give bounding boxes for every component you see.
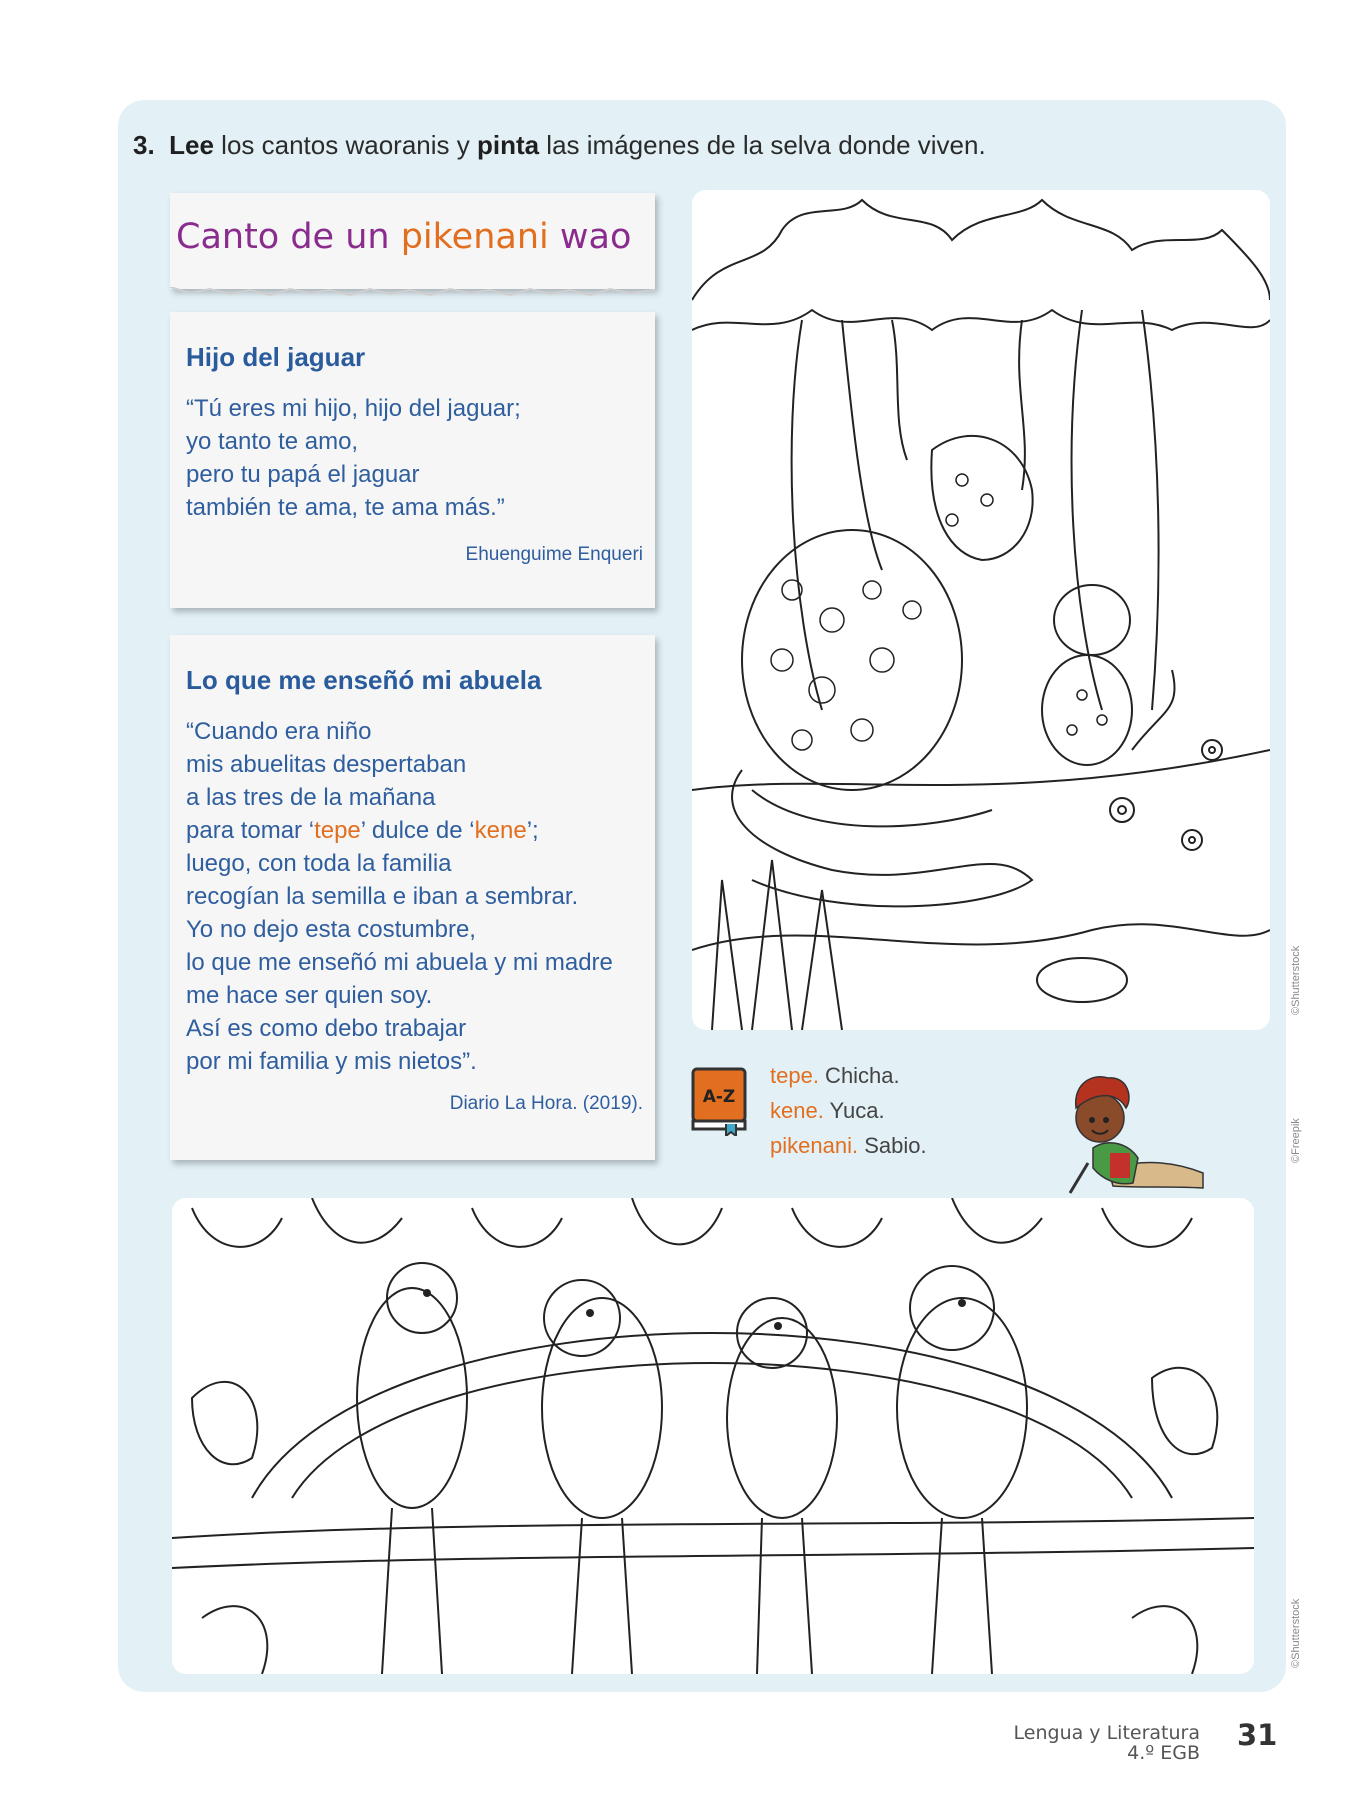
parrots-illustration xyxy=(172,1198,1254,1674)
instruction-text-1: los cantos waoranis y xyxy=(213,130,477,160)
poem-line: Yo no dejo esta costumbre, xyxy=(186,916,476,943)
poem-line: a las tres de la mañana xyxy=(186,784,436,811)
poem-line: mis abuelitas despertaban xyxy=(186,751,467,778)
glossary-term: kene. xyxy=(770,1098,824,1123)
subject-name: Lengua y Literatura xyxy=(1013,1722,1200,1744)
footer-subject xyxy=(1014,1723,1200,1763)
poem-card-hijo-del-jaguar xyxy=(170,312,655,608)
poem-line: también te ama, te ama más.” xyxy=(186,494,505,521)
poem-author: Ehuenguime Enqueri xyxy=(465,544,643,565)
poem-lines xyxy=(186,392,521,524)
glossary-entries xyxy=(770,1058,927,1163)
dictionary-badge: A-Z xyxy=(702,1087,736,1107)
poem-author: Diario La Hora. (2019). xyxy=(449,1093,643,1114)
title-highlight: pikenani xyxy=(400,217,549,257)
poem-line: me hace ser quien soy. xyxy=(186,982,433,1009)
parrots-coloring-image xyxy=(172,1198,1254,1674)
poem-text: para tomar ‘ xyxy=(186,817,315,844)
glossary-entry xyxy=(770,1128,927,1163)
verb-lee: Lee xyxy=(169,130,214,160)
poem-lines xyxy=(186,715,613,1078)
poem-line: yo tanto te amo, xyxy=(186,428,359,455)
poem-line: pero tu papá el jaguar xyxy=(186,461,420,488)
child-character-illustration xyxy=(1068,1068,1208,1198)
grade-level: 4.º EGB xyxy=(1127,1742,1200,1764)
poem-title: Hijo del jaguar xyxy=(186,342,366,372)
section-title xyxy=(176,217,631,257)
poem-line: recogían la semilla e iban a sembrar. xyxy=(186,883,579,910)
poem-text: ’; xyxy=(526,817,539,844)
glossary-term-tepe: tepe xyxy=(314,817,361,844)
glossary-definition: Yuca. xyxy=(823,1098,885,1123)
glossary-term-kene: kene xyxy=(474,817,527,844)
glossary-box xyxy=(690,1058,990,1168)
torn-edge xyxy=(170,287,655,297)
poem-line: lo que me enseñó mi abuela y mi madre xyxy=(186,949,613,976)
page-number: 31 xyxy=(1237,1718,1278,1752)
poem-line: Así es como debo trabajar xyxy=(186,1015,467,1042)
activity-number: 3. xyxy=(133,130,155,160)
glossary-entry xyxy=(770,1093,927,1128)
credit-jaguar: ©Shutterstock xyxy=(1290,945,1302,1015)
poem-line: luego, con toda la familia xyxy=(186,850,452,877)
glossary-term: tepe. xyxy=(770,1063,819,1088)
jaguar-coloring-image xyxy=(692,190,1270,1030)
poem-card-lo-que-me-enseno xyxy=(170,635,655,1160)
poem-line: “Cuando era niño xyxy=(186,718,372,745)
credit-child: ©Freepik xyxy=(1290,1118,1302,1163)
poem-line xyxy=(186,814,613,847)
title-part-2: wao xyxy=(548,217,632,257)
poem-line: por mi familia y mis nietos”. xyxy=(186,1048,477,1075)
credit-parrots: ©Shutterstock xyxy=(1290,1598,1302,1668)
poem-line: “Tú eres mi hijo, hijo del jaguar; xyxy=(186,395,521,422)
jaguar-illustration xyxy=(692,190,1270,1030)
instruction-text-2: las imágenes de la selva donde viven. xyxy=(539,130,986,160)
glossary-definition: Chicha. xyxy=(818,1063,900,1088)
poem-title: Lo que me enseñó mi abuela xyxy=(186,665,542,695)
dictionary-book-icon xyxy=(690,1066,748,1136)
glossary-term: pikenani. xyxy=(770,1133,859,1158)
glossary-definition: Sabio. xyxy=(858,1133,927,1158)
activity-instruction xyxy=(133,130,986,161)
glossary-entry xyxy=(770,1058,927,1093)
poem-text: ’ dulce de ‘ xyxy=(360,817,475,844)
verb-pinta: pinta xyxy=(476,130,540,160)
title-part-1: Canto de un xyxy=(176,217,401,257)
title-card xyxy=(170,193,655,289)
